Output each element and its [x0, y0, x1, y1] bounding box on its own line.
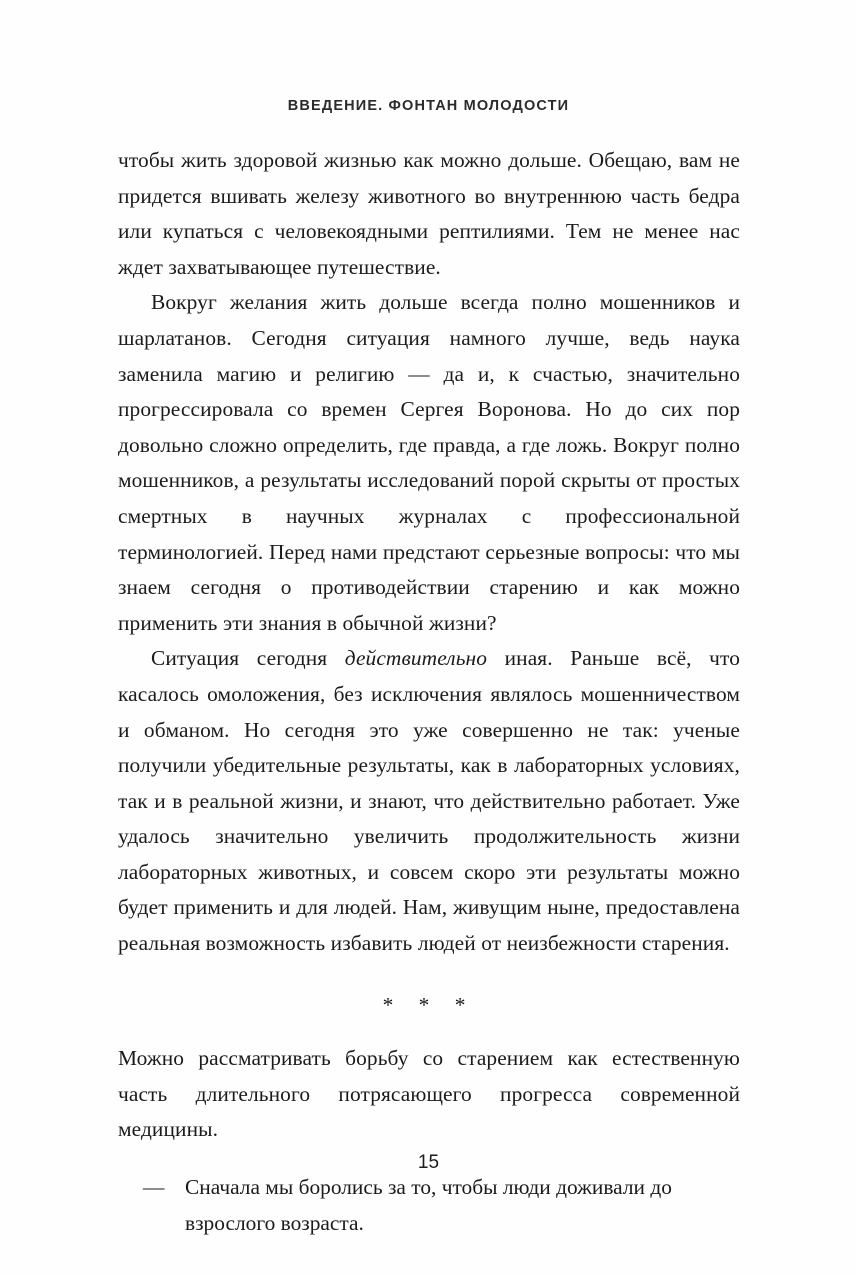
paragraph-1: чтобы жить здоровой жизнью как можно дольше. Обещаю, вам не придется вшивать железу животного во внутреннюю часть бедра или купаться с человекоядными рептилиями. Тем не менее нас ждет захватывающее путешествие.	[118, 148, 740, 279]
section-separator: * * *	[382, 992, 476, 1017]
paragraph-4: Можно рассматривать борьбу со старением как естественную часть длительного потрясающего прогресса современной медицины.	[118, 1046, 740, 1142]
list-dash-marker: —	[143, 1175, 165, 1200]
page-content	[118, 143, 740, 1241]
paragraph-2: Вокруг желания жить дольше всегда полно мошенников и шарлатанов. Сегодня ситуация намного лучше, ведь наука заменила магию и религию — да и, к счастью, значительно прогрессировала со времен Сергея Воронова. Но до сих пор довольно сложно определить, где правда, а где ложь. Вокруг полно мошенников, а результаты исследований порой скрыты от простых смертных в научных журналах с профессиональной терминологией. Перед нами предстают серьезные вопросы: что мы знаем сегодня о противодействии старению и как можно применить эти знания в обычной жизни?	[118, 290, 740, 635]
paragraph-3	[118, 641, 740, 961]
paragraph-3-text-before: Ситуация сегодня	[151, 646, 345, 671]
running-head: ВВЕДЕНИЕ. ФОНТАН МОЛОДОСТИ	[287, 98, 570, 114]
list-item	[118, 1170, 740, 1241]
page-number: 15	[417, 1152, 440, 1173]
paragraph-3-emphasis: действительно	[344, 646, 488, 671]
paragraph-3-text-after: иная. Раньше всё, что касалось омоложения, без исключения являлось мошенничеством и обманом. Но сегодня это уже совершенно не так: ученые получили убедительные результаты, как в лабораторных условиях, так и в реальной жизни, и знают, что действительно работает. Уже удалось значительно увеличить продолжительность жизни лабораторных животных, и совсем скоро эти результаты можно будет применить и для людей. Нам, живущим ныне, предоставлена реальная возможность избавить людей от неизбежности старения.	[118, 646, 740, 956]
list-item-label: Сначала мы боролись за то, чтобы люди доживали до взрослого возраста.	[185, 1175, 672, 1235]
